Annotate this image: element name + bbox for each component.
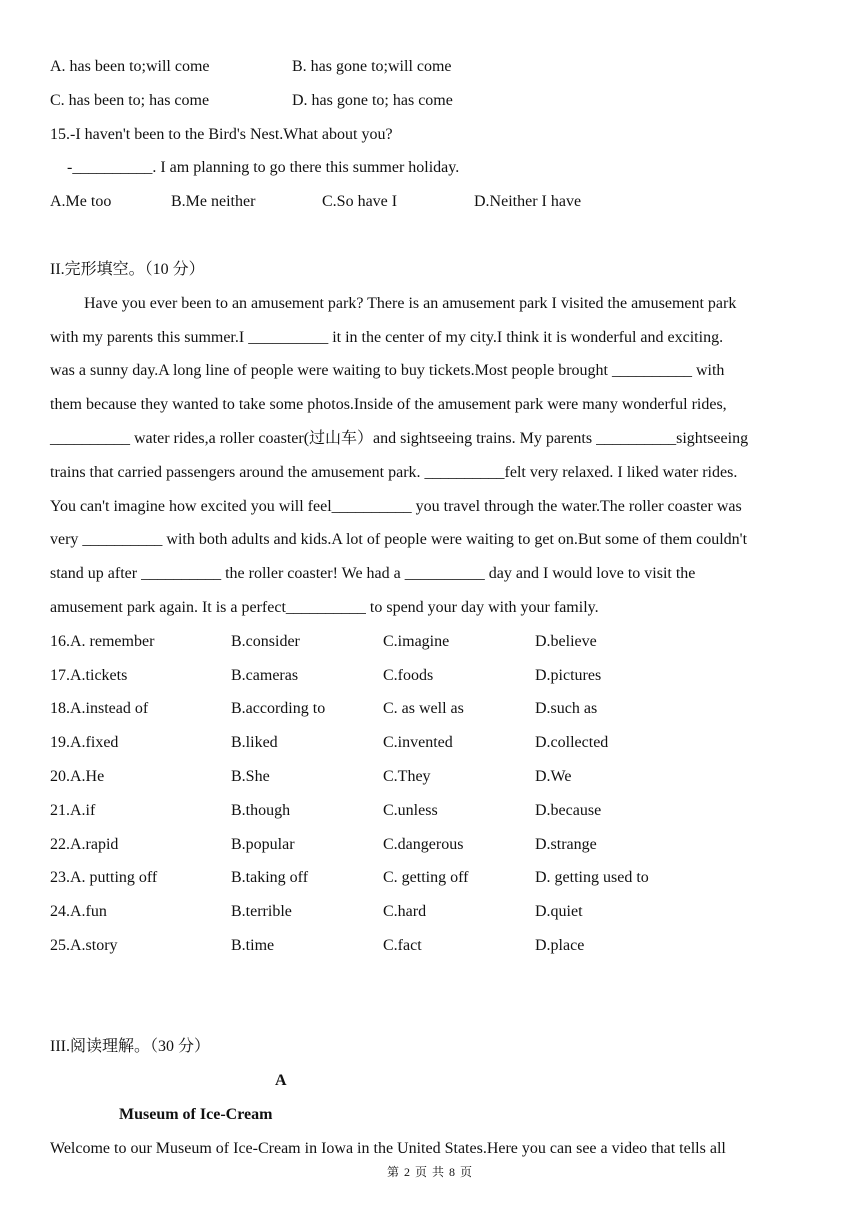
q14-option-a: A. has been to;will come xyxy=(50,58,210,75)
q15-option-b: B.Me neither xyxy=(171,193,256,210)
option-19-b: B.liked xyxy=(231,734,278,751)
option-17-c: C.foods xyxy=(383,667,434,684)
cloze-line-9: stand up after __________ the roller coaster! We had a __________ day and I would love to visit the xyxy=(50,565,696,582)
q15-option-d: D.Neither I have xyxy=(474,193,582,210)
cloze-line-7: You can't imagine how excited you will feel__________ you travel through the water.The roller coaster was xyxy=(50,498,742,515)
option-18-d: D.such as xyxy=(535,700,598,717)
option-18-a: 18.A.instead of xyxy=(50,700,149,717)
option-19-c: C.invented xyxy=(383,734,453,751)
option-19-d: D.collected xyxy=(535,734,609,751)
cloze-line-6: trains that carried passengers around the amusement park. __________felt very relaxed. I liked water rides. xyxy=(50,464,738,481)
option-16-a: 16.A. remember xyxy=(50,633,155,650)
option-22-d: D.strange xyxy=(535,836,597,853)
section3-heading: III.阅读理解。（30 分） xyxy=(50,1038,210,1055)
option-25-b: B.time xyxy=(231,937,275,954)
option-16-c: C.imagine xyxy=(383,633,450,650)
option-25-c: C.fact xyxy=(383,937,422,954)
option-24-c: C.hard xyxy=(383,903,427,920)
option-25-a: 25.A.story xyxy=(50,937,118,954)
passage-title: Museum of Ice-Cream xyxy=(119,1106,273,1123)
option-21-d: D.because xyxy=(535,802,602,819)
option-23-d: D. getting used to xyxy=(535,869,649,886)
option-20-b: B.She xyxy=(231,768,270,785)
option-25-d: D.place xyxy=(535,937,585,954)
option-21-a: 21.A.if xyxy=(50,802,96,819)
cloze-line-4: them because they wanted to take some photos.Inside of the amusement park were many wonderful rides, xyxy=(50,396,727,413)
option-22-c: C.dangerous xyxy=(383,836,464,853)
passage-label: A xyxy=(275,1072,287,1089)
q15-reply: -__________. I am planning to go there this summer holiday. xyxy=(67,159,460,176)
option-24-d: D.quiet xyxy=(535,903,583,920)
q15-stem: 15.-I haven't been to the Bird's Nest.What about you? xyxy=(50,126,393,143)
option-21-b: B.though xyxy=(231,802,291,819)
option-23-a: 23.A. putting off xyxy=(50,869,158,886)
option-22-a: 22.A.rapid xyxy=(50,836,119,853)
option-17-d: D.pictures xyxy=(535,667,602,684)
cloze-line-8: very __________ with both adults and kids.A lot of people were waiting to get on.But some of them couldn't xyxy=(50,531,748,548)
cloze-line-5: __________ water rides,a roller coaster(过山车）and sightseeing trains. My parents __________sightseeing xyxy=(50,430,749,447)
cloze-line-1: Have you ever been to an amusement park? There is an amusement park I visited the amusement park xyxy=(84,295,737,312)
q14-option-d: D. has gone to; has come xyxy=(292,92,453,109)
option-23-c: C. getting off xyxy=(383,869,469,886)
option-16-b: B.consider xyxy=(231,633,300,650)
option-23-b: B.taking off xyxy=(231,869,309,886)
q15-option-c: C.So have I xyxy=(322,193,398,210)
cloze-line-2: with my parents this summer.I __________ it in the center of my city.I think it is wonderful and exciting. xyxy=(50,329,724,346)
option-20-d: D.We xyxy=(535,768,572,785)
option-19-a: 19.A.fixed xyxy=(50,734,119,751)
q14-option-c: C. has been to; has come xyxy=(50,92,210,109)
option-18-c: C. as well as xyxy=(383,700,464,717)
passage-first-line: Welcome to our Museum of Ice-Cream in Iowa in the United States.Here you can see a video that tells all xyxy=(50,1140,726,1157)
q14-option-b: B. has gone to;will come xyxy=(292,58,452,75)
option-22-b: B.popular xyxy=(231,836,295,853)
option-18-b: B.according to xyxy=(231,700,326,717)
option-24-b: B.terrible xyxy=(231,903,292,920)
option-17-a: 17.A.tickets xyxy=(50,667,128,684)
option-16-d: D.believe xyxy=(535,633,597,650)
option-20-a: 20.A.He xyxy=(50,768,105,785)
option-20-c: C.They xyxy=(383,768,431,785)
page-footer: 第 2 页 共 8 页 xyxy=(386,1165,473,1179)
cloze-line-3: was a sunny day.A long line of people were waiting to buy tickets.Most people brought __________ with xyxy=(50,362,725,379)
cloze-line-10: amusement park again. It is a perfect__________ to spend your day with your family. xyxy=(50,599,599,616)
option-21-c: C.unless xyxy=(383,802,438,819)
q15-option-a: A.Me too xyxy=(50,193,112,210)
option-17-b: B.cameras xyxy=(231,667,299,684)
section2-heading: II.完形填空。（10 分） xyxy=(50,261,205,278)
option-24-a: 24.A.fun xyxy=(50,903,107,920)
